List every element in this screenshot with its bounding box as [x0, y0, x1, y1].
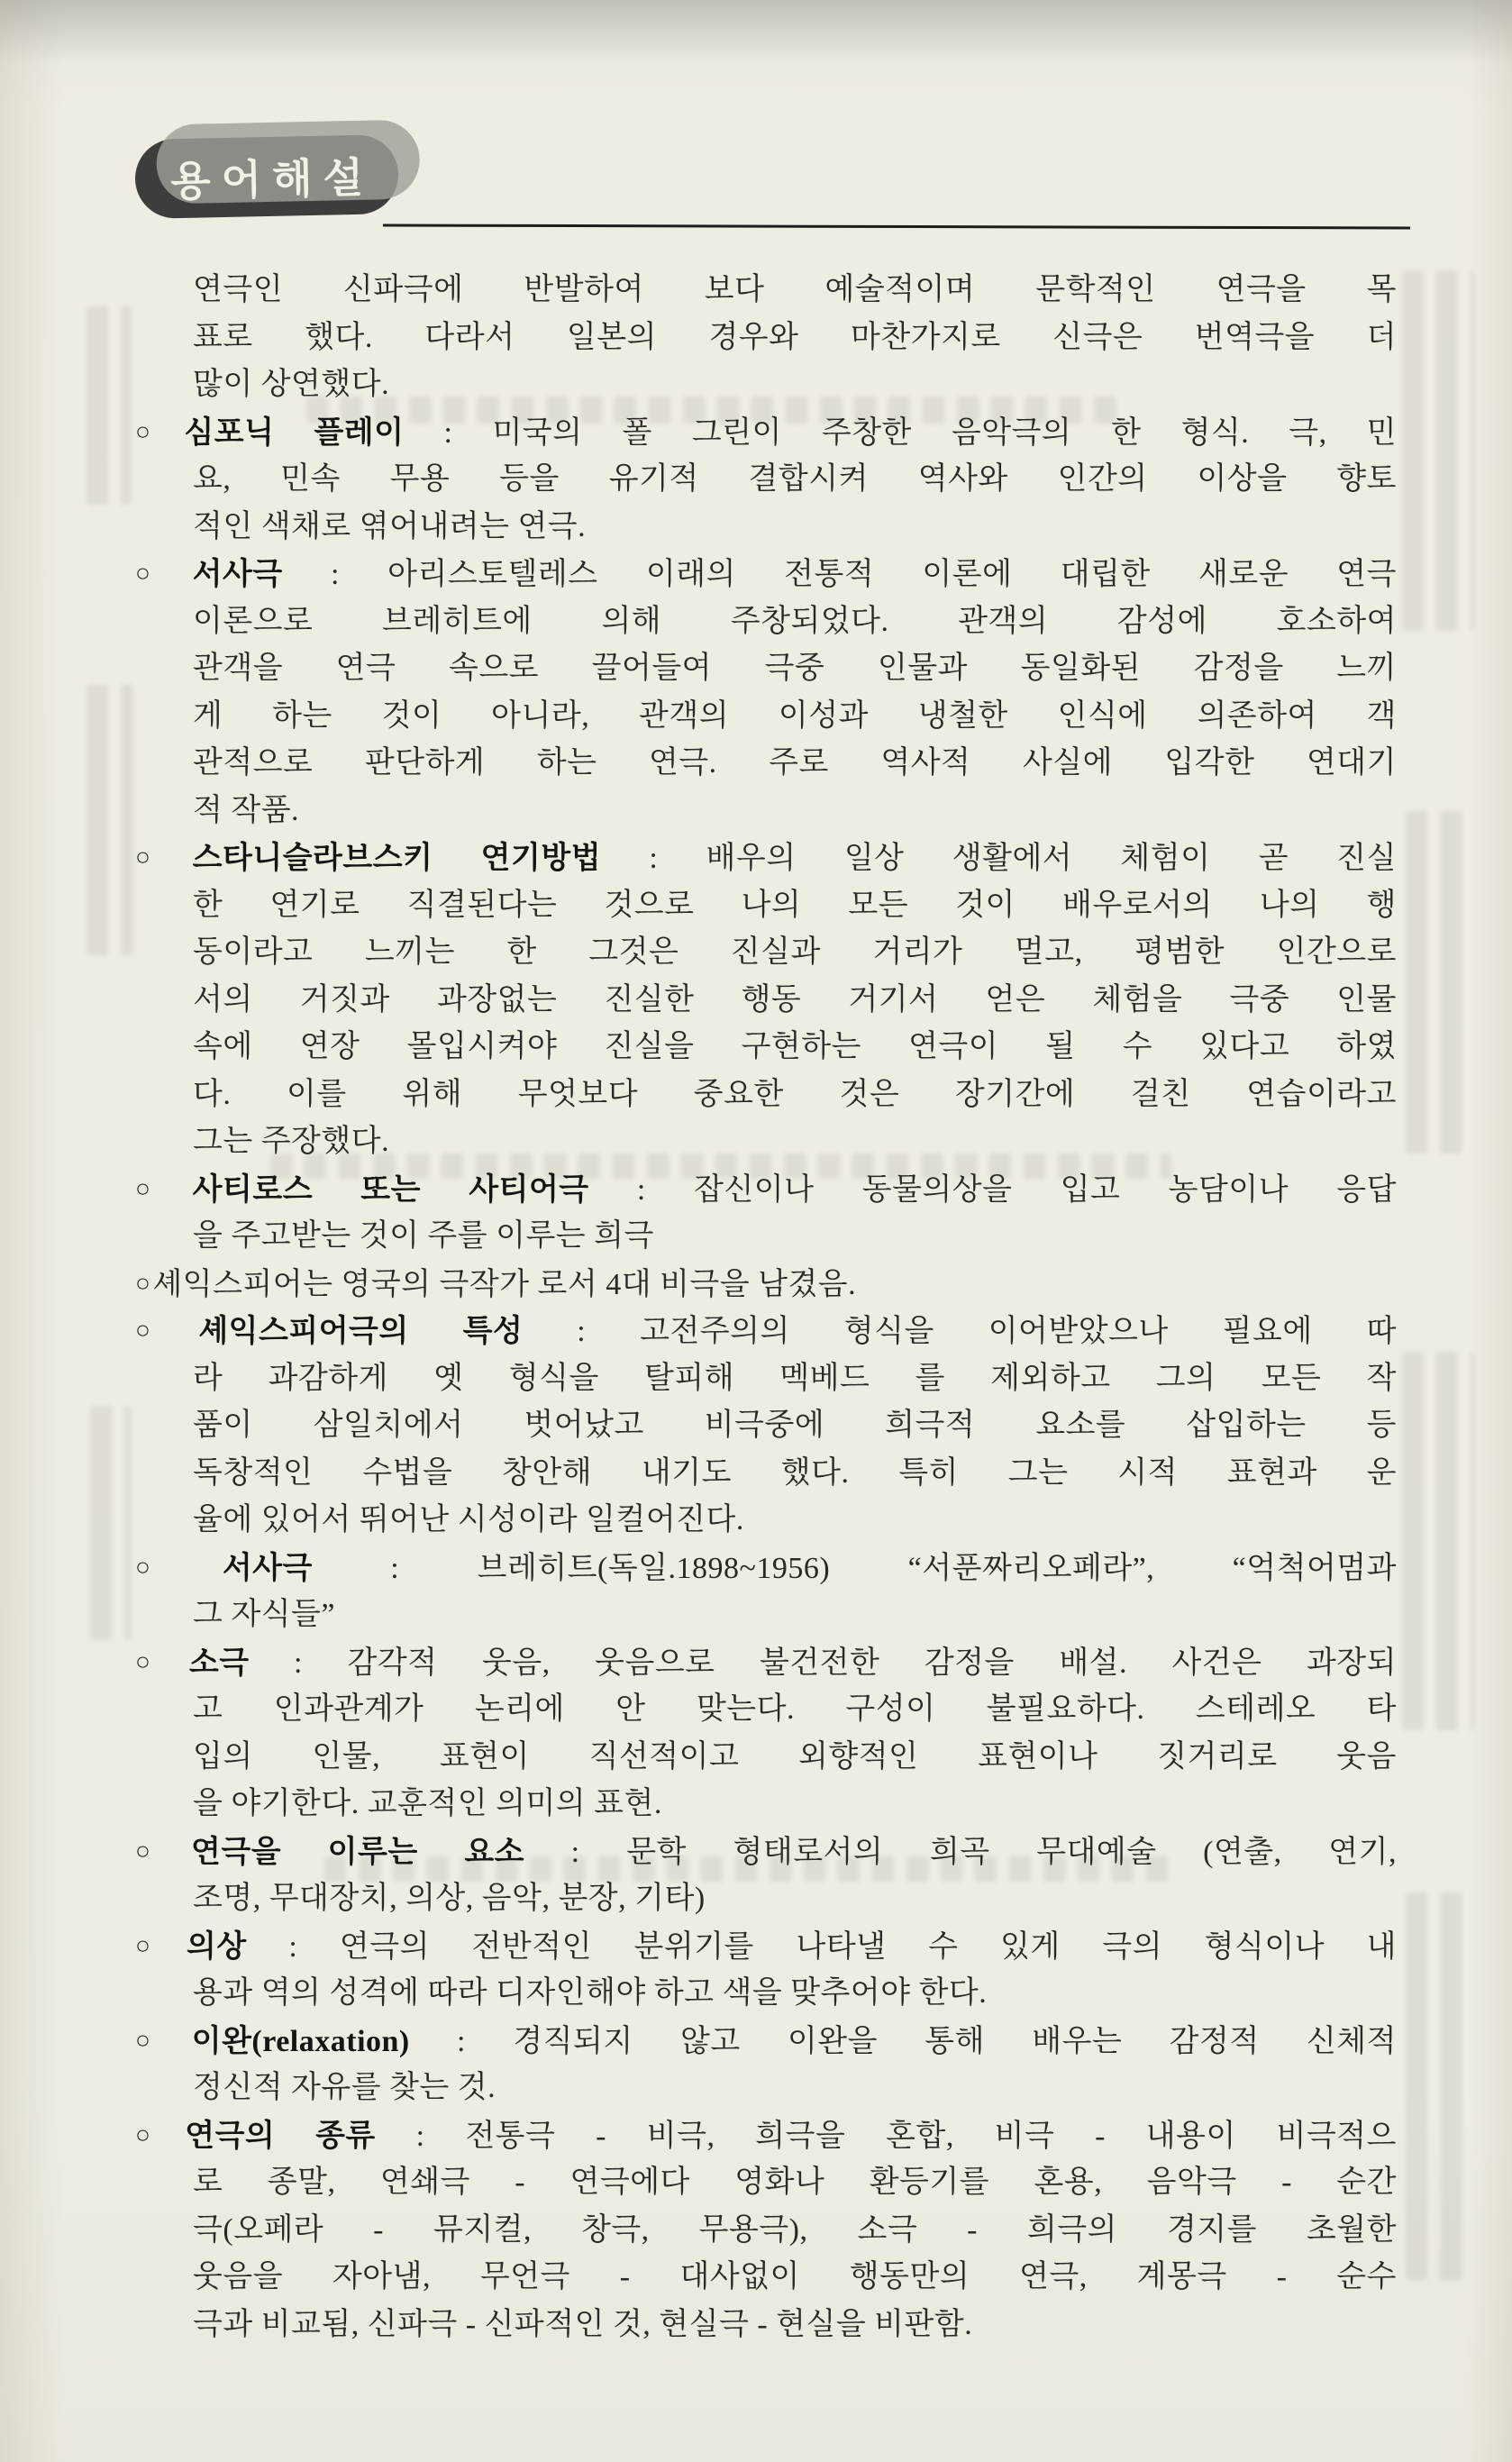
glossary-line — [135, 1118, 1397, 1166]
glossary-line — [135, 1686, 1397, 1734]
bullet-circle-icon: ○ — [135, 1553, 221, 1582]
bullet-circle-icon: ○ — [135, 2026, 190, 2055]
glossary-term: 사티로스 또는 사티어극 — [192, 1172, 589, 1207]
glossary-text: 정신적 자유를 찾는 것. — [193, 2071, 496, 2104]
bullet-circle-icon: ○ — [135, 1837, 190, 1865]
glossary-line — [135, 1355, 1397, 1403]
glossary-text: 용과 역의 성격에 따라 디자인해야 하고 색을 맞추어야 한다. — [193, 1976, 988, 2010]
glossary-term: 스타니슬라브스키 연기방법 — [192, 842, 602, 875]
glossary-term: 연극의 종류 — [185, 2119, 376, 2153]
glossary-line — [135, 551, 1397, 598]
glossary-text: : 미국의 폴 그린이 주창한 음악극의 한 형식. 극, 민 — [404, 415, 1397, 450]
glossary-line — [135, 267, 1397, 315]
glossary-text: : 잡신이나 동물의상을 입고 농담이나 응답 — [588, 1172, 1397, 1207]
bullet-circle-icon: ○ — [135, 1174, 191, 1203]
glossary-text: 독창적인 수법을 창안해 내기도 했다. 특히 그는 시적 표현과 운 — [193, 1455, 1397, 1490]
glossary-line — [135, 504, 1397, 552]
glossary-line — [135, 645, 1397, 693]
glossary-text: 을 야기한다. 교훈적인 의미의 표현. — [193, 1787, 662, 1820]
glossary-text: 속에 연장 몰입시켜야 진실을 구현하는 연극이 될 수 있다고 하였 — [193, 1030, 1397, 1063]
glossary-line — [135, 1213, 1397, 1261]
glossary-text: : 아리스토텔레스 이래의 전통적 이론에 대립한 새로운 연극 — [282, 558, 1397, 591]
glossary-line — [135, 2159, 1397, 2207]
glossary-text: 다. 이를 위해 무엇보다 중요한 것은 장기간에 걸친 연습이라고 — [193, 1077, 1397, 1111]
glossary-text: 조명, 무대장치, 의상, 음악, 분장, 기타) — [193, 1882, 706, 1915]
ghost-smudge — [1402, 1352, 1474, 1730]
bullet-circle-icon: ○ — [135, 2120, 184, 2149]
glossary-line — [135, 834, 1397, 882]
glossary-text: 고 인과관계가 논리에 안 맞는다. 구성이 불필요하다. 스테레오 타 — [193, 1692, 1397, 1726]
glossary-text: 입의 인물, 표현이 직선적이고 외향적인 표현이나 짓거리로 웃음 — [193, 1739, 1397, 1774]
glossary-text: 관적으로 판단하게 하는 연극. 주로 역사적 사실에 입각한 연대기 — [193, 746, 1397, 780]
bullet-circle-icon: ○ — [135, 1647, 187, 1676]
glossary-line — [135, 456, 1397, 504]
glossary-line — [135, 1497, 1397, 1545]
glossary-line — [135, 1923, 1397, 1971]
glossary-term: 이완(relaxation) — [191, 2024, 410, 2058]
glossary-text: 게 하는 것이 아니라, 관객의 이성과 냉철한 인식에 의존하여 객 — [193, 698, 1397, 733]
glossary-line — [135, 1591, 1397, 1639]
glossary-line — [135, 1450, 1397, 1498]
glossary-line — [135, 2065, 1397, 2112]
glossary-line — [135, 2207, 1397, 2255]
glossary-line — [135, 2018, 1397, 2065]
glossary-line — [135, 1639, 1397, 1687]
glossary-line — [135, 1308, 1397, 1355]
glossary-line — [135, 2302, 1397, 2349]
glossary-text: 극(오페라 - 뮤지컬, 창극, 무용극), 소극 - 희극의 경지를 초월한 — [193, 2212, 1397, 2247]
glossary-text: : 전통극 - 비극, 희극을 혼합, 비극 - 내용이 비극적으 — [375, 2119, 1397, 2153]
glossary-line — [135, 1402, 1397, 1450]
glossary-line — [135, 693, 1397, 741]
glossary-line — [135, 1875, 1397, 1923]
ghost-smudge — [1406, 1892, 1474, 2280]
glossary-text: 표로 했다. 다라서 일본의 경우와 마찬가지로 신극은 번역극을 더 — [193, 320, 1397, 354]
glossary-text: 로 종말, 연쇄극 - 연극에다 영화나 환등기를 혼용, 음악극 - 순간 — [193, 2166, 1397, 2199]
scan-left-shade — [0, 0, 63, 2462]
ghost-smudge — [1402, 270, 1474, 631]
glossary-line — [135, 1024, 1397, 1071]
glossary-line — [135, 1970, 1397, 2018]
ghost-smudge — [87, 306, 132, 505]
glossary-text: : 연극의 전반적인 분위기를 나타낼 수 있게 극의 형식이나 내 — [246, 1929, 1397, 1964]
glossary-header-label: 용어해설 — [169, 154, 375, 205]
glossary-text: 극과 비교됨, 신파극 - 신파적인 것, 현실극 - 현실을 비판함. — [193, 2307, 973, 2341]
glossary-term: 의상 — [187, 1929, 247, 1964]
glossary-line — [135, 1166, 1397, 1214]
glossary-line — [135, 929, 1397, 977]
glossary-line — [135, 788, 1397, 835]
text-block — [135, 267, 1397, 2348]
glossary-text: 연극인 신파극에 반발하여 보다 예술적이며 문학적인 연극을 목 — [193, 273, 1397, 306]
glossary-term: 연극을 이루는 요소 — [191, 1835, 525, 1869]
glossary-line — [135, 1261, 1397, 1309]
glossary-text: : 고전주의의 형식을 이어받았으나 필요에 따 — [523, 1315, 1397, 1348]
glossary-line — [135, 882, 1397, 930]
glossary-text: 그 자식들” — [193, 1598, 335, 1631]
glossary-term: 서사극 — [222, 1551, 313, 1585]
glossary-text: 율에 있어서 뛰어난 시성이라 일컬어진다. — [193, 1503, 744, 1536]
glossary-text: : 배우의 일상 생활에서 체험이 곧 진실 — [601, 842, 1397, 875]
glossary-text: 요, 민속 무용 등을 유기적 결합시켜 역사와 인간의 이상을 향토 — [193, 462, 1397, 496]
bullet-circle-icon: ○ — [135, 1931, 186, 1960]
glossary-text: 웃음을 자아냄, 무언극 - 대사없이 행동만의 연극, 계몽극 - 순수 — [193, 2260, 1397, 2293]
glossary-line — [135, 598, 1397, 646]
ghost-smudge — [1406, 811, 1474, 1153]
glossary-line — [135, 2254, 1397, 2302]
glossary-text: 적인 색채로 엮어내려는 연극. — [193, 509, 587, 543]
bullet-circle-icon: ○ — [135, 417, 183, 446]
scan-top-shade — [0, 0, 1512, 63]
glossary-term: 셰익스피어극의 특성 — [198, 1315, 524, 1348]
glossary-text: 그는 주장했다. — [193, 1125, 390, 1158]
bullet-circle-icon: ○ — [135, 843, 191, 871]
glossary-line — [135, 1545, 1397, 1592]
glossary-text: : 브레히트(독일.1898~1956) “서푼짜리오페라”, “억척어멈과 — [312, 1551, 1397, 1585]
glossary-text: : 감각적 웃음, 웃음으로 불건전한 감정을 배설. 사건은 과장되 — [249, 1646, 1397, 1680]
glossary-text: 관객을 연극 속으로 끌어들여 극중 인물과 동일화된 감정을 느끼 — [193, 652, 1397, 685]
glossary-line — [135, 315, 1397, 362]
glossary-text: : 문학 형태로서의 희곡 무대예술 (연출, 연기, — [524, 1835, 1397, 1869]
glossary-header-badge — [134, 134, 399, 219]
glossary-line — [135, 1828, 1397, 1876]
glossary-term: 심포닉 플레이 — [184, 415, 405, 450]
glossary-line — [135, 1734, 1397, 1782]
glossary-text: 한 연기로 직결된다는 것으로 나의 모든 것이 배우로서의 나의 행 — [193, 888, 1397, 922]
glossary-text: 이론으로 브레히트에 의해 주창되었다. 관객의 감성에 호소하여 — [193, 604, 1397, 638]
glossary-line — [135, 1071, 1397, 1119]
bullet-circle-icon: ○ — [135, 560, 191, 588]
glossary-term: 소극 — [188, 1646, 250, 1680]
glossary-line — [135, 2112, 1397, 2160]
glossary-text: 많이 상연했다. — [193, 368, 390, 401]
glossary-text: 을 주고받는 것이 주를 이루는 희극 — [193, 1219, 654, 1253]
glossary-text: 적 작품. — [193, 793, 300, 827]
header-rule — [383, 224, 1410, 230]
ghost-smudge — [90, 1406, 132, 1640]
glossary-line — [135, 361, 1397, 409]
glossary-text: 품이 삼일치에서 벗어났고 비극중에 희극적 요소를 삽입하는 등 — [193, 1409, 1397, 1442]
glossary-line — [135, 977, 1397, 1025]
glossary-line — [135, 740, 1397, 788]
glossary-term: 서사극 — [192, 558, 283, 591]
glossary-text: 셰익스피어는 영국의 극작가 로서 4대 비극을 남겼음. — [152, 1267, 857, 1301]
glossary-line — [135, 409, 1397, 457]
glossary-text: 동이라고 느끼는 한 그것은 진실과 거리가 멀고, 평범한 인간으로 — [193, 935, 1397, 969]
glossary-text: 라 과감하게 옛 형식을 탈피해 멕베드 를 제외하고 그의 모든 작 — [193, 1361, 1397, 1395]
glossary-text: 서의 거짓과 과장없는 진실한 행동 거기서 얻은 체험을 극중 인물 — [193, 982, 1397, 1017]
bullet-circle-icon: ○ — [135, 1317, 197, 1345]
glossary-text: : 경직되지 않고 이완을 통해 배우는 감정적 신체적 — [409, 2024, 1397, 2058]
ghost-smudge — [87, 685, 133, 955]
bullet-circle-icon: ○ — [135, 1269, 151, 1298]
glossary-line — [135, 1781, 1397, 1828]
